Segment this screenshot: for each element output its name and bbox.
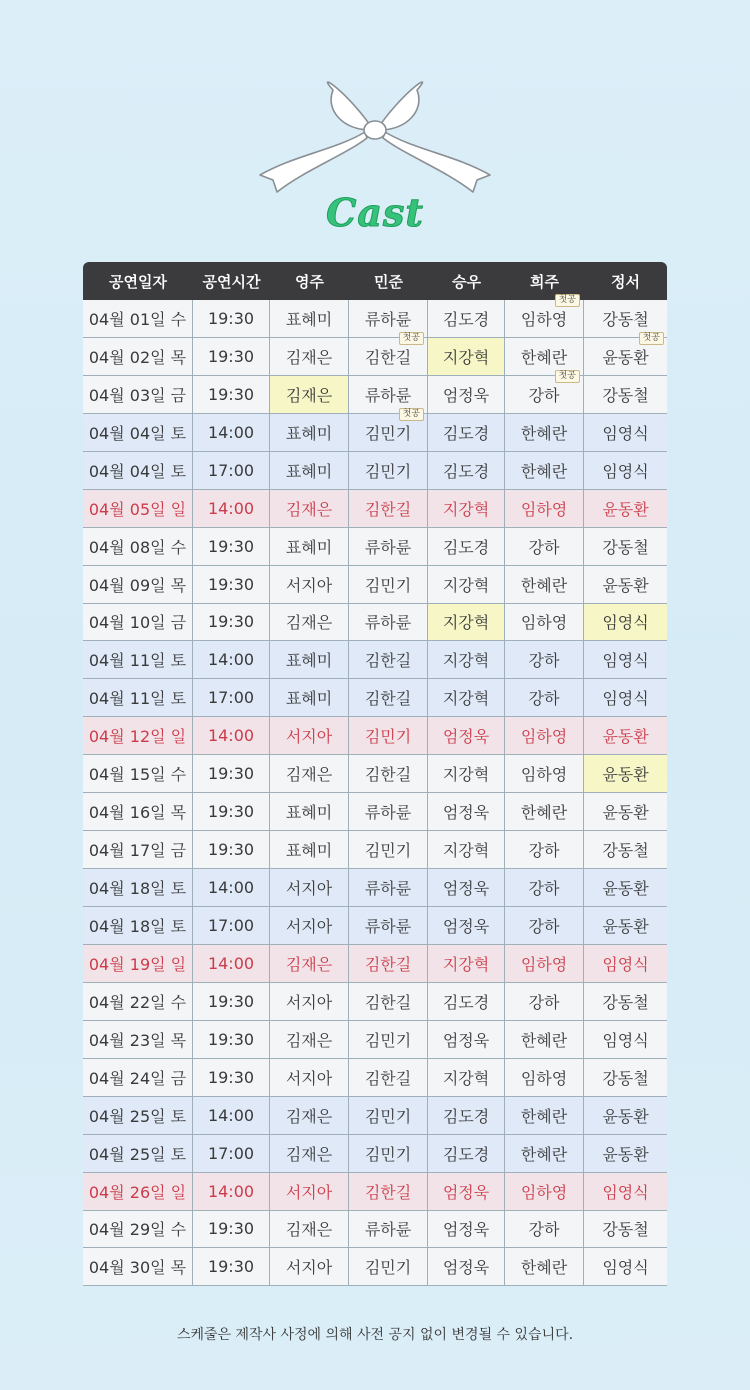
table-row [83, 983, 667, 1021]
cast-cell: 엄정욱 [428, 1021, 505, 1058]
cast-cell: 김재은 [270, 376, 349, 413]
cast-cell: 임하영 [505, 490, 584, 527]
cast-cell: 류하륜 [349, 793, 428, 830]
cast-cell: 임하영 [505, 717, 584, 754]
time-cell: 19:30 [193, 831, 270, 868]
header-role-youngju: 영주 [295, 272, 324, 291]
cast-cell: 지강혁 [428, 679, 505, 716]
cast-cell: 지강혁 [428, 945, 505, 982]
table-row [83, 1135, 667, 1173]
cast-cell: 김민기 첫공 [349, 414, 428, 451]
cast-cell: 한혜란 [505, 1248, 584, 1285]
table-row [83, 452, 667, 490]
cast-cell: 김한길 [349, 641, 428, 678]
date-cell: 04월 01일 수 [83, 300, 193, 337]
cast-cell: 김도경 [428, 452, 505, 489]
cast-cell: 서지아 [270, 717, 349, 754]
cast-cell: 김도경 [428, 414, 505, 451]
cast-cell: 김재은 [270, 1021, 349, 1058]
cast-cell: 류하륜 [349, 869, 428, 906]
cast-cell: 류하륜 [349, 300, 428, 337]
cast-cell: 임영식 [584, 604, 667, 641]
cast-cell: 김한길 [349, 945, 428, 982]
cast-cell: 임하영 [505, 1173, 584, 1210]
first-show-badge: 첫공 [399, 332, 424, 345]
cast-cell: 임영식 [602, 461, 649, 481]
time-cell: 17:00 [193, 452, 270, 489]
date-cell: 04월 23일 목 [83, 1021, 193, 1058]
cast-cell: 강하 [505, 983, 584, 1020]
time-cell: 14:00 [193, 641, 270, 678]
date-cell: 04월 25일 토 [83, 1135, 193, 1172]
header-role-heeju: 희주 [530, 272, 559, 291]
header-role-jeongseo: 정서 [611, 272, 640, 291]
cast-cell: 김재은 [270, 604, 349, 641]
cast-cell: 김도경 [428, 983, 505, 1020]
cast-cell: 류하륜 [349, 1211, 428, 1248]
cast-cell: 윤동환 [602, 879, 649, 899]
date-cell: 04월 11일 토 [83, 641, 193, 678]
cast-cell: 엄정욱 [428, 376, 505, 413]
first-show-badge: 첫공 [639, 332, 664, 345]
cast-cell: 임하영 [505, 755, 584, 792]
table-row [83, 1021, 667, 1059]
date-cell: 04월 17일 금 [83, 831, 193, 868]
cast-cell: 김도경 [428, 1135, 505, 1172]
time-cell: 19:30 [193, 300, 270, 337]
cast-cell: 표혜미 [270, 452, 349, 489]
time-cell: 14:00 [193, 1173, 270, 1210]
table-row [83, 641, 667, 679]
date-cell: 04월 30일 목 [83, 1248, 193, 1285]
cast-cell: 한혜란 [505, 1097, 584, 1134]
cast-cell: 강하 [505, 679, 584, 716]
date-cell: 04월 04일 토 [83, 414, 193, 451]
table-row [83, 604, 667, 642]
cast-cell: 김민기 [349, 566, 428, 603]
cast-cell: 류하륜 [349, 604, 428, 641]
cast-cell: 윤동환 [584, 755, 667, 792]
cast-cell: 김민기 [349, 1248, 428, 1285]
time-cell: 17:00 [193, 907, 270, 944]
cast-cell: 김재은 [270, 755, 349, 792]
cast-cell: 김민기 [349, 1021, 428, 1058]
cast-cell: 강동철 [602, 841, 649, 861]
cast-cell: 임하영 [505, 1059, 584, 1096]
date-cell: 04월 08일 수 [83, 528, 193, 565]
cast-cell: 지강혁 [428, 641, 505, 678]
cast-cell: 강하 첫공 [505, 376, 584, 413]
time-cell: 19:30 [193, 604, 270, 641]
time-cell: 14:00 [193, 1097, 270, 1134]
cast-cell: 윤동환 [602, 575, 649, 595]
cast-cell: 김재은 [270, 1135, 349, 1172]
date-cell: 04월 09일 목 [83, 566, 193, 603]
cast-cell: 김도경 [428, 300, 505, 337]
cast-cell: 엄정욱 [428, 1248, 505, 1285]
date-cell: 04월 11일 토 [83, 679, 193, 716]
cast-cell: 표혜미 [270, 414, 349, 451]
date-cell: 04월 05일 일 [83, 490, 193, 527]
cast-cell: 강동철 [602, 992, 649, 1012]
cast-cell: 한혜란 [505, 1021, 584, 1058]
cast-cell: 엄정욱 [428, 1173, 505, 1210]
table-row [83, 566, 667, 604]
cast-cell: 김민기 [349, 831, 428, 868]
time-cell: 14:00 [193, 717, 270, 754]
cast-cell: 김민기 [349, 717, 428, 754]
date-cell: 04월 29일 수 [83, 1211, 193, 1248]
cast-cell: 김한길 [349, 679, 428, 716]
ribbon-bow-icon [255, 70, 495, 200]
table-row [83, 755, 667, 793]
cast-cell: 김민기 [349, 1135, 428, 1172]
cast-cell: 강동철 [602, 385, 649, 405]
cast-cell: 강하 [505, 907, 584, 944]
time-cell: 19:30 [193, 566, 270, 603]
cast-cell: 지강혁 [428, 755, 505, 792]
cast-cell: 김한길 첫공 [349, 338, 428, 375]
header-role-minjun: 민준 [374, 272, 403, 291]
cast-cell: 한혜란 [505, 414, 584, 451]
table-row [83, 793, 667, 831]
time-cell: 19:30 [193, 1248, 270, 1285]
date-cell: 04월 16일 목 [83, 793, 193, 830]
time-cell: 19:30 [193, 755, 270, 792]
cast-cell: 한혜란 [505, 452, 584, 489]
cast-cell: 김재은 [270, 1097, 349, 1134]
header-role-seungwoo: 승우 [452, 272, 481, 291]
cast-cell: 김재은 [270, 1211, 349, 1248]
table-row [83, 1097, 667, 1135]
time-cell: 19:30 [193, 983, 270, 1020]
cast-cell: 한혜란 [505, 338, 584, 375]
cast-cell: 윤동환 [602, 803, 649, 823]
cast-cell: 엄정욱 [428, 793, 505, 830]
header-date: 공연일자 [109, 272, 167, 291]
cast-cell: 김한길 [349, 755, 428, 792]
cast-cell: 지강혁 [428, 566, 505, 603]
time-cell: 19:30 [193, 338, 270, 375]
table-row [83, 1211, 667, 1249]
cast-cell: 강동철 [602, 1220, 649, 1240]
cast-cell: 류하륜 [349, 528, 428, 565]
first-show-badge: 첫공 [555, 294, 580, 307]
time-cell: 14:00 [193, 869, 270, 906]
cast-cell: 지강혁 [428, 831, 505, 868]
cast-cell: 엄정욱 [428, 869, 505, 906]
cast-cell: 임영식 [602, 954, 649, 974]
table-body [83, 295, 667, 1286]
cast-cell: 임영식 [602, 651, 649, 671]
cast-cell: 강동철 [602, 537, 649, 557]
cast-cell: 김한길 [349, 1059, 428, 1096]
cast-cell: 임영식 [602, 1182, 649, 1202]
table-row [83, 408, 667, 452]
date-cell: 04월 19일 일 [83, 945, 193, 982]
first-show-badge: 첫공 [399, 408, 424, 421]
cast-cell: 강하 [505, 1211, 584, 1248]
cast-cell: 표혜미 [270, 793, 349, 830]
cast-cell: 강하 [505, 831, 584, 868]
table-row [83, 1248, 667, 1286]
cast-cell: 서지아 [270, 1248, 349, 1285]
time-cell: 19:30 [193, 793, 270, 830]
cast-cell: 임영식 [602, 1258, 649, 1278]
cast-cell: 지강혁 [428, 338, 505, 375]
cast-cell: 엄정욱 [428, 717, 505, 754]
date-cell: 04월 18일 토 [83, 869, 193, 906]
cast-cell: 표혜미 [270, 831, 349, 868]
time-cell: 14:00 [193, 490, 270, 527]
cast-cell: 표혜미 [270, 300, 349, 337]
time-cell: 19:30 [193, 1211, 270, 1248]
cast-cell: 강하 [505, 641, 584, 678]
cast-cell: 서지아 [270, 566, 349, 603]
cast-cell: 서지아 [270, 907, 349, 944]
time-cell: 19:30 [193, 1059, 270, 1096]
cast-cell: 지강혁 [428, 490, 505, 527]
cast-cell: 김한길 [349, 983, 428, 1020]
cast-cell: 서지아 [270, 869, 349, 906]
cast-cell: 류하륜 [349, 376, 428, 413]
time-cell: 19:30 [193, 376, 270, 413]
table-row [83, 717, 667, 755]
date-cell: 04월 02일 목 [83, 338, 193, 375]
cast-cell: 지강혁 [428, 1059, 505, 1096]
cast-cell: 강동철 [602, 1068, 649, 1088]
date-cell: 04월 12일 일 [83, 717, 193, 754]
table-row [83, 869, 667, 907]
table-row [83, 679, 667, 717]
cast-cell: 임영식 [602, 423, 649, 443]
date-cell: 04월 25일 토 [83, 1097, 193, 1134]
table-row [83, 945, 667, 983]
cast-cell: 강하 [505, 869, 584, 906]
cast-cell: 표혜미 [270, 641, 349, 678]
cast-title: Cast [326, 190, 424, 235]
cast-cell: 김재은 [270, 338, 349, 375]
table-row [83, 528, 667, 566]
cast-cell: 임하영 [505, 604, 584, 641]
cast-cell: 강동철 [602, 309, 649, 329]
cast-cell: 김한길 [349, 1173, 428, 1210]
time-cell: 19:30 [193, 1021, 270, 1058]
date-cell: 04월 24일 금 [83, 1059, 193, 1096]
cast-cell: 표혜미 [270, 679, 349, 716]
cast-cell: 김도경 [428, 528, 505, 565]
date-cell: 04월 03일 금 [83, 376, 193, 413]
cast-cell: 김민기 [349, 452, 428, 489]
first-show-badge: 첫공 [555, 370, 580, 383]
date-cell: 04월 10일 금 [83, 604, 193, 641]
time-cell: 14:00 [193, 945, 270, 982]
cast-cell: 윤동환 [602, 916, 649, 936]
cast-cell: 한혜란 [505, 793, 584, 830]
cast-cell: 김재은 [270, 490, 349, 527]
cast-cell: 서지아 [270, 1059, 349, 1096]
cast-cell: 표혜미 [270, 528, 349, 565]
cast-cell: 한혜란 [505, 566, 584, 603]
cast-cell: 윤동환 [602, 1144, 649, 1164]
table-row [83, 490, 667, 528]
cast-cell: 서지아 [270, 1173, 349, 1210]
table-row [83, 907, 667, 945]
cast-cell: 임영식 [602, 689, 649, 709]
time-cell: 14:00 [193, 414, 270, 451]
cast-cell: 윤동환 [602, 1106, 649, 1126]
cast-cell: 엄정욱 [428, 907, 505, 944]
time-cell: 19:30 [193, 528, 270, 565]
time-cell: 17:00 [193, 1135, 270, 1172]
date-cell: 04월 15일 수 [83, 755, 193, 792]
cast-cell: 임영식 [602, 1030, 649, 1050]
date-cell: 04월 22일 수 [83, 983, 193, 1020]
table-row [83, 1173, 667, 1211]
time-cell: 17:00 [193, 679, 270, 716]
cast-cell: 김한길 [349, 490, 428, 527]
cast-cell: 윤동환 [602, 499, 649, 519]
header-time: 공연시간 [202, 272, 261, 291]
cast-cell: 임하영 첫공 [505, 300, 584, 337]
cast-cell: 한혜란 [505, 1135, 584, 1172]
table-row [83, 831, 667, 869]
cast-cell: 지강혁 [428, 604, 505, 641]
cast-cell: 서지아 [270, 983, 349, 1020]
cast-cell: 김재은 [270, 945, 349, 982]
date-cell: 04월 04일 토 [83, 452, 193, 489]
cast-cell: 엄정욱 [428, 1211, 505, 1248]
table-row [83, 295, 667, 338]
cast-schedule-table [83, 262, 667, 1286]
cast-cell: 강하 [505, 528, 584, 565]
table-row [83, 1059, 667, 1097]
cast-cell: 윤동환 [602, 727, 649, 747]
cast-cell: 김도경 [428, 1097, 505, 1134]
cast-cell: 류하륜 [349, 907, 428, 944]
schedule-notice: 스케줄은 제작사 사정에 의해 사전 공지 없이 변경될 수 있습니다. [176, 1327, 574, 1343]
date-cell: 04월 18일 토 [83, 907, 193, 944]
table-row [83, 370, 667, 414]
date-cell: 04월 26일 일 [83, 1173, 193, 1210]
cast-cell: 김민기 [349, 1097, 428, 1134]
cast-cell: 임하영 [505, 945, 584, 982]
cast-cell: 윤동환 첫공 [584, 338, 667, 375]
